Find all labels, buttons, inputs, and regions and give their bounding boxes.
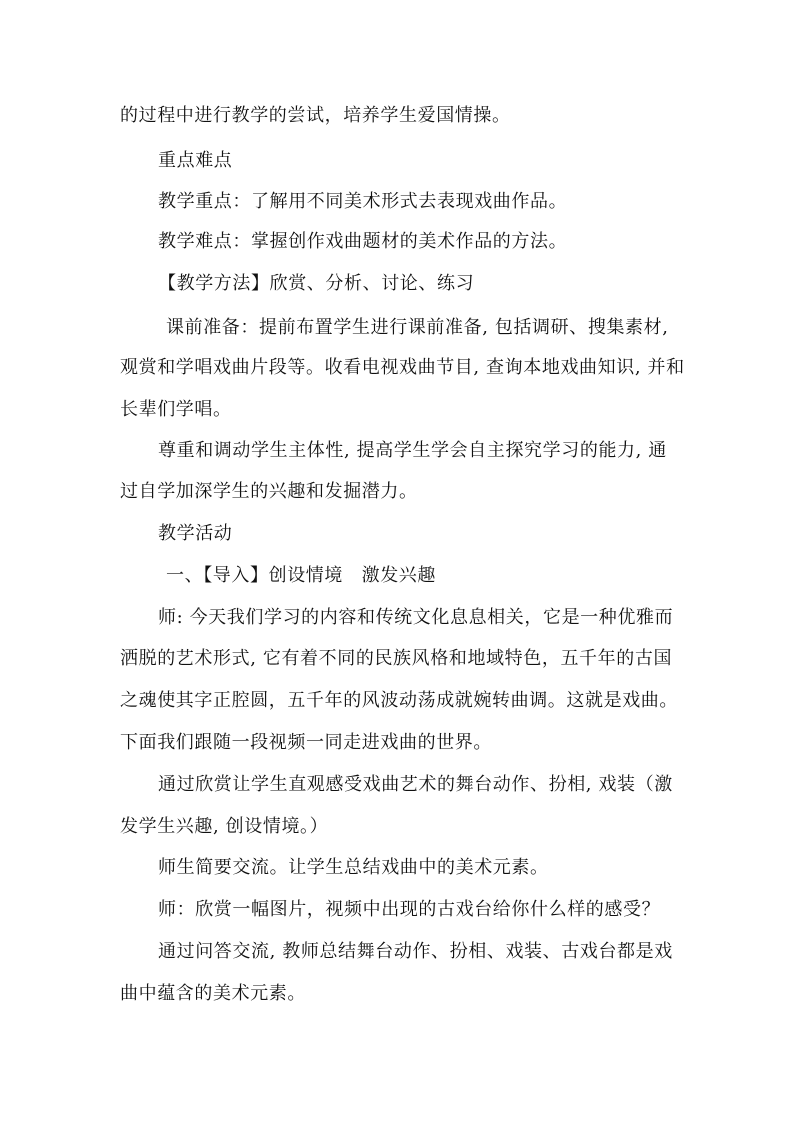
paragraph-line: 教学重点：了解用不同美术形式去表现戏曲作品。: [158, 191, 568, 212]
paragraph-line: 通过问答交流, 教师总结舞台动作、扮相、戏装、古戏台都是戏: [158, 941, 673, 962]
paragraph-line: 洒脱的艺术形式, 它有着不同的民族风格和地域特色，五千年的古国: [120, 648, 673, 669]
paragraph-line: 师：欣赏一幅图片，视频中出现的古戏台给你什么样的感受？: [158, 899, 661, 920]
paragraph-line: 过自学加深学生的兴趣和发掘潜力。: [120, 481, 418, 502]
paragraph-line: 曲中蕴含的美术元素。: [120, 983, 306, 1004]
paragraph-line: 【教学方法】欣赏、分析、讨论、练习: [158, 273, 475, 294]
paragraph-line: 的过程中进行教学的尝试，培养学生爱国情操。: [120, 105, 511, 126]
paragraph-line: 教学难点：掌握创作戏曲题材的美术作品的方法。: [158, 231, 568, 252]
paragraph-line: 观赏和学唱戏曲片段等。收看电视戏曲节目, 查询本地戏曲知识, 并和: [120, 357, 685, 378]
paragraph-line: 通过欣赏让学生直观感受戏曲艺术的舞台动作、扮相, 戏装（激: [158, 774, 673, 795]
section-heading-teaching-activity: 教学活动: [158, 523, 233, 544]
paragraph-line: 师生简要交流。让学生总结戏曲中的美术元素。: [158, 857, 549, 878]
section-heading-intro: 一、【导入】创设情境 激发兴趣: [166, 565, 436, 586]
paragraph-line: 发学生兴趣, 创设情境。）: [120, 816, 329, 837]
paragraph-line: 尊重和调动学生主体性, 提高学生学会自主探究学习的能力, 通: [158, 440, 667, 461]
section-heading-key-points: 重点难点: [158, 150, 233, 171]
paragraph-line: 之魂使其字正腔圆，五千年的风波动荡成就婉转曲调。这就是戏曲。: [120, 690, 678, 711]
paragraph-line: 下面我们跟随一段视频一同走进戏曲的世界。: [120, 732, 492, 753]
paragraph-line: 师: 今天我们学习的内容和传统文化息息相关，它是一种优雅而: [158, 607, 674, 628]
paragraph-line: 课前准备：提前布置学生进行课前准备, 包括调研、搜集素材,: [166, 317, 669, 338]
paragraph-line: 长辈们学唱。: [120, 399, 232, 420]
